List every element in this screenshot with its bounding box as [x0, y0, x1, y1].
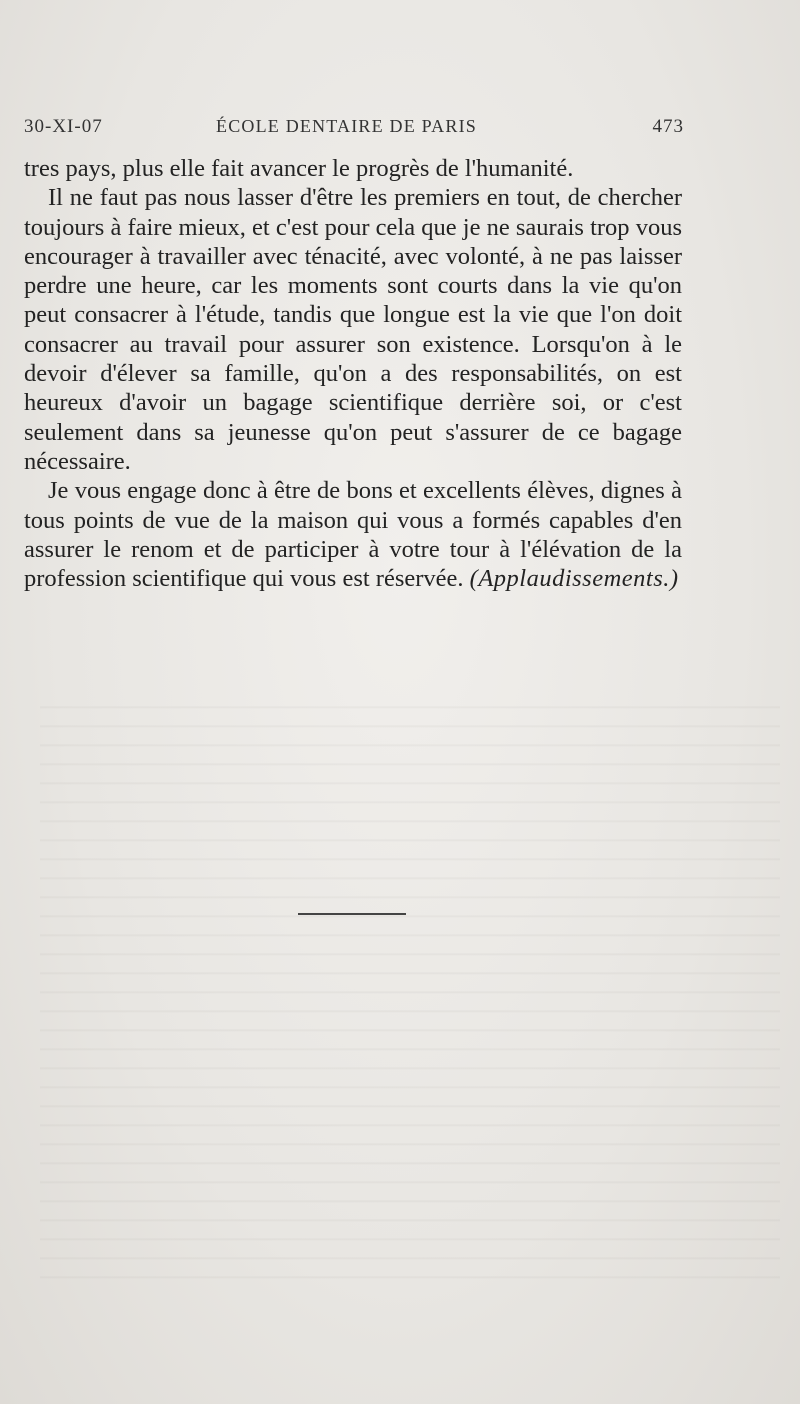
paragraph [24, 476, 682, 593]
paragraph: tres pays, plus elle fait avancer le progrès de l'humanité. [24, 155, 574, 182]
header-title: ÉCOLE DENTAIRE DE PARIS [216, 116, 477, 136]
paragraph: Il ne faut pas nous lasser d'être les premiers en tout, de chercher toujours à faire mieux, et c'est pour cela que je ne saurais trop vous encourager à travailler avec ténacité, avec volonté, à ne pas laisser perdre une heure, car les moments sont courts dans la vie qu'on peut consacrer à l'étude, tandis que longue est la vie que l'on doit consacrer au travail pour assurer son existence. Lorsqu'on à le devoir d'élever sa famille, qu'on a des responsabilités, on est heureux d'avoir un bagage scientifique derrière soi, or c'est seulement dans sa jeunesse qu'on peut s'assurer de ce bagage nécessaire. [24, 184, 682, 475]
header-date: 30-XI-07 [24, 116, 103, 137]
body-text [24, 154, 682, 593]
bleed-through-texture [40, 690, 780, 1290]
running-header [24, 116, 684, 146]
page-number: 473 [652, 116, 684, 137]
section-divider [298, 913, 406, 915]
applause-note: (Applaudissements.) [469, 565, 679, 593]
paragraph-text: Je vous engage donc à être de bons et excellents élèves, dignes à tous points de vue de la maison qui vous a formés capables d'en assurer le renom et de participer à votre tour à l'élévation de la profession scientifique qui vous est réservée. [24, 477, 682, 593]
